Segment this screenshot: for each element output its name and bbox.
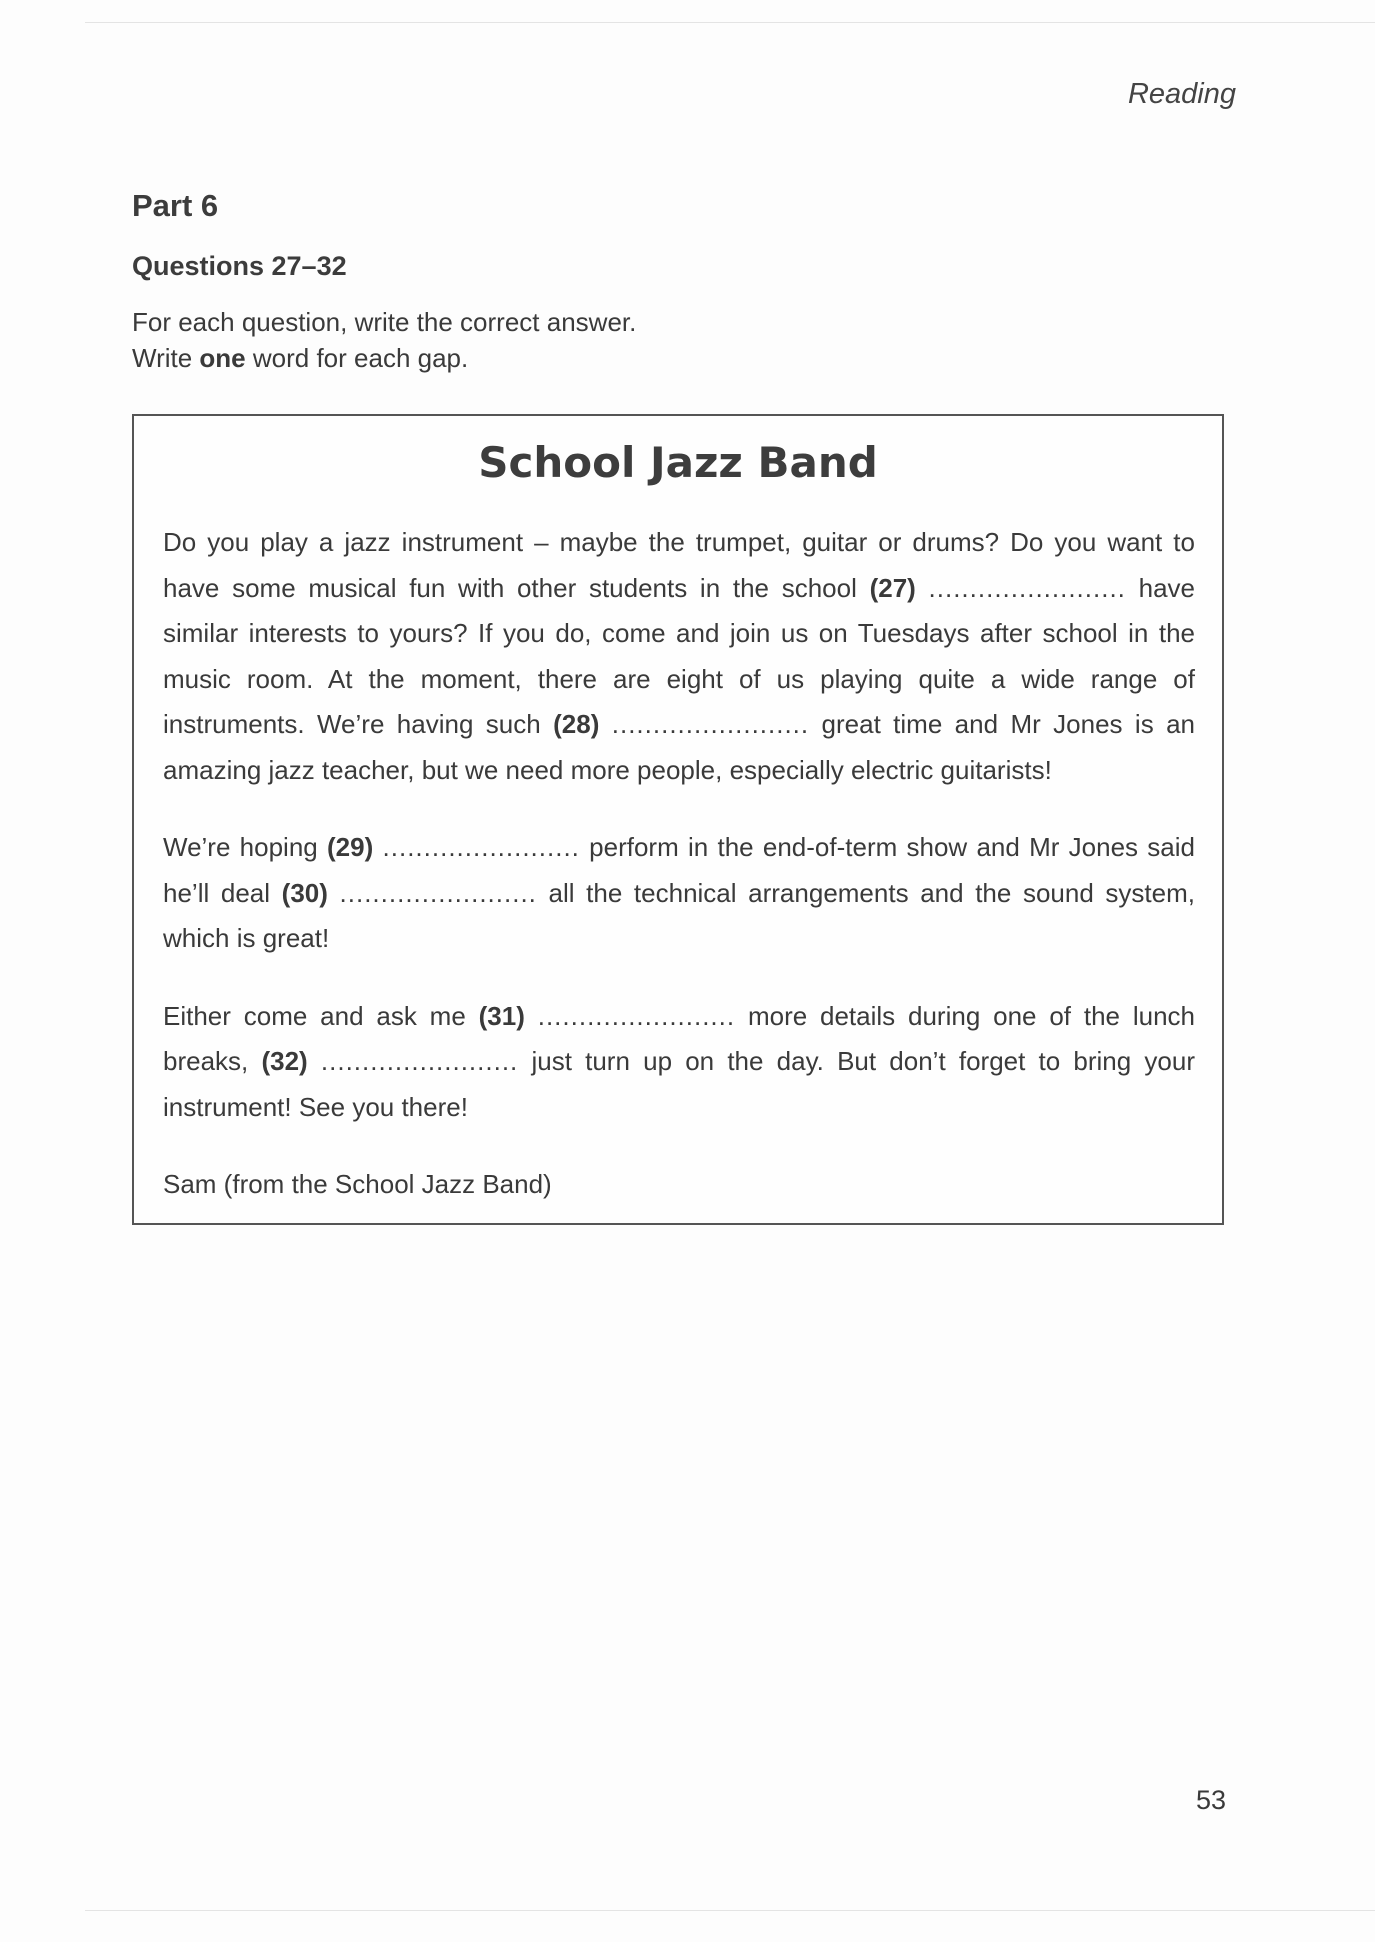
section-header: Reading	[1127, 78, 1236, 110]
paragraph-text: just turn up on the day. But don’t forget to bring your instrument! See you there!	[163, 1046, 1195, 1122]
paragraph-text: Either come and ask me	[163, 1000, 479, 1031]
part-title: Part 6	[132, 188, 219, 223]
answer-gap-29: ........................	[382, 832, 580, 862]
paragraph-text: more details during one of the lunch breaks,	[163, 1000, 1195, 1076]
question-number-29: (29)	[327, 832, 374, 862]
question-number-28: (28)	[553, 709, 600, 739]
instruction-text: Write	[132, 343, 200, 373]
paragraph-text: We’re hoping	[163, 832, 328, 862]
instruction-emphasis: one	[199, 343, 246, 373]
paragraph-1	[163, 520, 1195, 793]
paragraph-text: have similar interests to yours? If you do, come and join us on Tuesdays after school in the music room. At the moment, there are eight of us playing quite a wide range of instruments. We’re having such	[163, 572, 1195, 739]
paragraph-text: all the technical arrangements and the sound system, which is great!	[163, 877, 1195, 953]
signature: Sam (from the School Jazz Band)	[163, 1169, 552, 1199]
answer-gap-32: ........................	[320, 1046, 519, 1076]
article-box	[132, 414, 1224, 1225]
paragraph-2	[163, 825, 1195, 962]
question-number-32: (32)	[261, 1046, 308, 1076]
paragraph-text: great time and Mr Jones is an amazing jazz teacher, but we need more people, especially electric guitarists!	[163, 709, 1195, 785]
paragraph-text: Do you play a jazz instrument – maybe the trumpet, guitar or drums? Do you want to have some musical fun with other students in the school	[163, 527, 1195, 603]
instruction-line-2	[132, 340, 636, 376]
answer-gap-28: ........................	[611, 709, 810, 739]
page-number: 53	[1195, 1785, 1226, 1815]
question-number-30: (30)	[281, 877, 328, 908]
top-rule	[85, 22, 1375, 23]
instruction-line-1: For each question, write the correct answer.	[132, 307, 637, 337]
questions-title: Questions 27–32	[132, 251, 347, 281]
article-title: School Jazz Band	[478, 438, 878, 487]
bottom-rule	[85, 1910, 1375, 1911]
answer-gap-31: ........................	[537, 1000, 736, 1031]
instruction-text: word for each gap.	[245, 343, 469, 373]
article-body	[163, 520, 1195, 1208]
question-number-31: (31)	[478, 1000, 525, 1031]
paragraph-3	[163, 994, 1195, 1131]
instructions	[132, 304, 636, 376]
question-number-27: (27)	[869, 572, 916, 603]
answer-gap-30: ........................	[339, 877, 537, 908]
paragraph-text: perform in the end-of-term show and Mr Jones said he’ll deal	[163, 832, 1195, 908]
answer-gap-27: ........................	[928, 572, 1126, 603]
